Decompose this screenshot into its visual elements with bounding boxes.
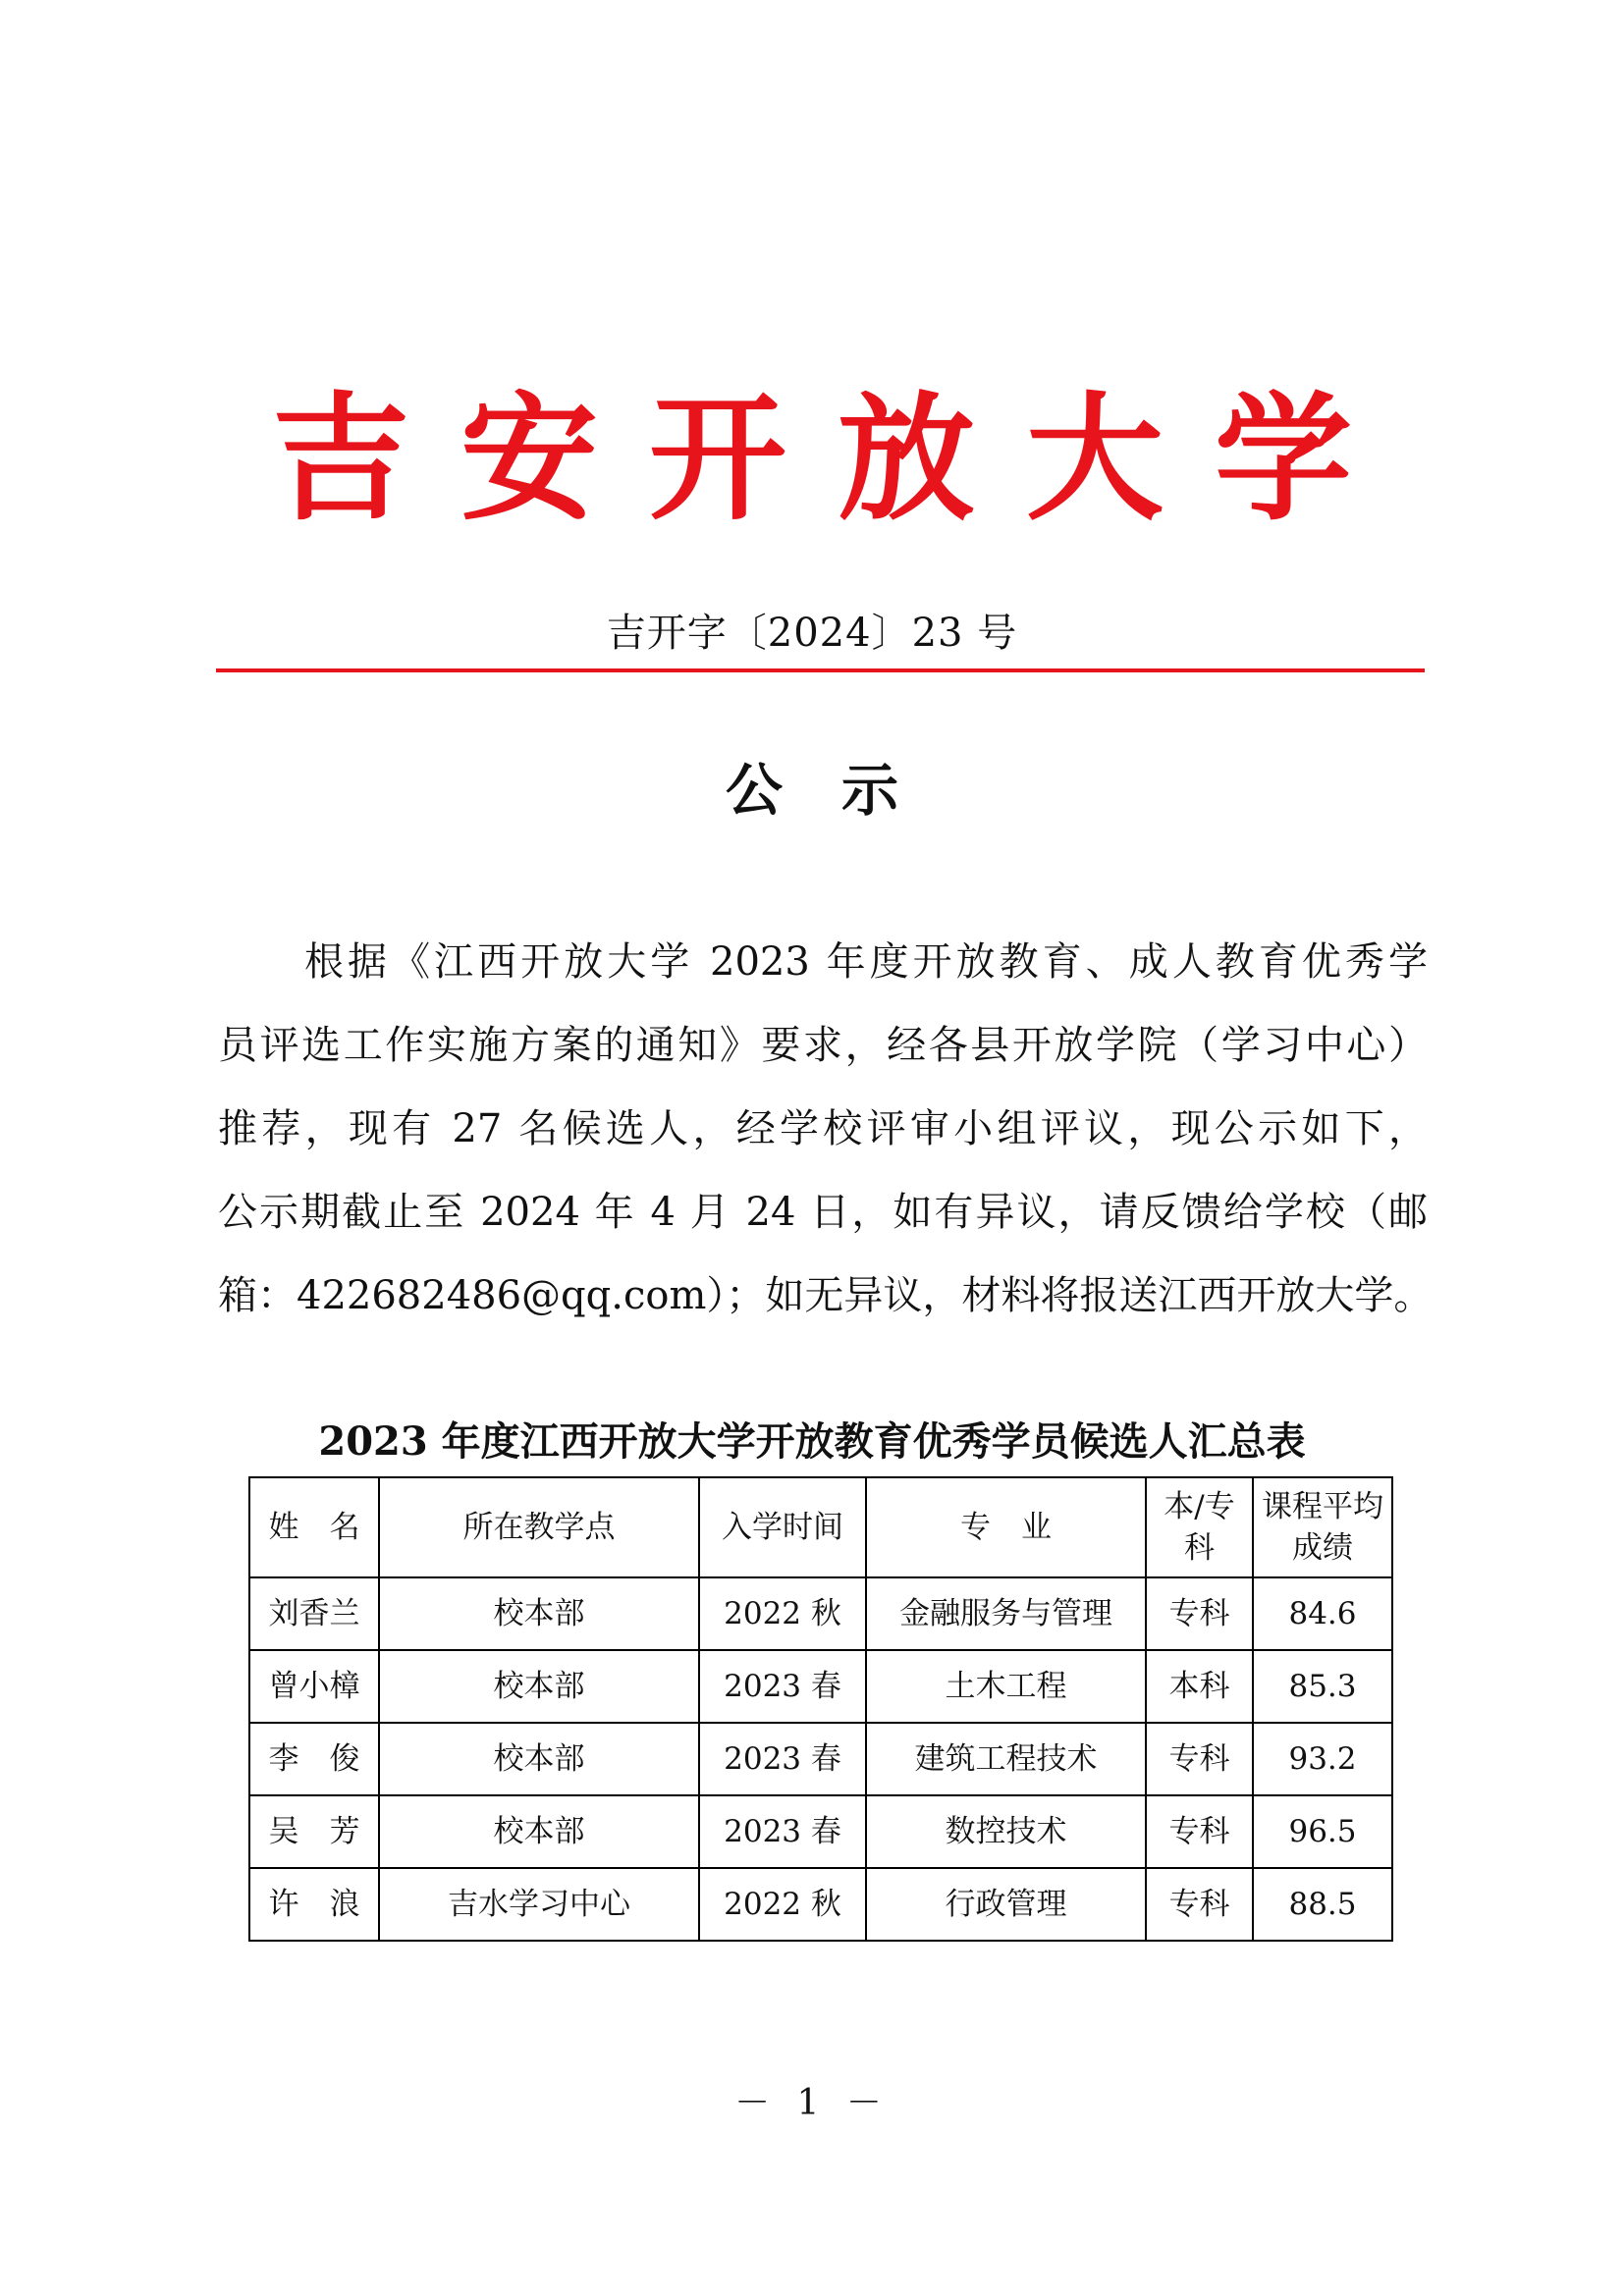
cell-name: 李 俊 [249, 1723, 379, 1795]
header-name: 姓 名 [249, 1477, 379, 1577]
table-row [249, 1650, 1392, 1723]
cell-location: 校本部 [379, 1577, 699, 1650]
cell-major: 数控技术 [866, 1795, 1146, 1868]
header-enrollment-time: 入学时间 [699, 1477, 866, 1577]
notice-body-line: 根据《江西开放大学 2023 年度开放教育、成人教育优秀学 [304, 939, 1428, 985]
cell-location: 吉水学习中心 [379, 1868, 699, 1941]
cell-enrollment-time: 2022 秋 [699, 1577, 866, 1650]
notice-body [218, 921, 1434, 1338]
cell-enrollment-time: 2023 春 [699, 1650, 866, 1723]
header-degree-level: 本/专科 [1146, 1477, 1253, 1577]
cell-name: 许 浪 [249, 1868, 379, 1941]
notice-title: 公示 [725, 757, 957, 824]
cell-average-score: 85.3 [1253, 1650, 1392, 1723]
cell-location: 校本部 [379, 1650, 699, 1723]
header-major: 专 业 [866, 1477, 1146, 1577]
table-title: 2023 年度江西开放大学开放教育优秀学员候选人汇总表 [318, 1418, 1306, 1465]
cell-enrollment-time: 2023 春 [699, 1723, 866, 1795]
cell-major: 行政管理 [866, 1868, 1146, 1941]
red-divider-line [216, 668, 1425, 672]
table-row [249, 1795, 1392, 1868]
table-header-row [249, 1477, 1392, 1577]
notice-body-line: 箱：422682486@qq.com）；如无异议，材料将报送江西开放大学。 [218, 1273, 1434, 1318]
cell-average-score: 84.6 [1253, 1577, 1392, 1650]
candidates-table [248, 1476, 1393, 1942]
header-average-score: 课程平均成绩 [1253, 1477, 1392, 1577]
cell-name: 曾小樟 [249, 1650, 379, 1723]
table-row [249, 1868, 1392, 1941]
cell-degree-level: 专科 [1146, 1723, 1253, 1795]
cell-average-score: 93.2 [1253, 1723, 1392, 1795]
header-location: 所在教学点 [379, 1477, 699, 1577]
cell-degree-level: 专科 [1146, 1795, 1253, 1868]
cell-major: 金融服务与管理 [866, 1577, 1146, 1650]
cell-major: 建筑工程技术 [866, 1723, 1146, 1795]
cell-enrollment-time: 2022 秋 [699, 1868, 866, 1941]
table-row [249, 1723, 1392, 1795]
notice-body-line: 员评选工作实施方案的通知》要求，经各县开放学院（学习中心） [218, 1023, 1428, 1068]
page-number: － 1 － [734, 2083, 890, 2123]
cell-enrollment-time: 2023 春 [699, 1795, 866, 1868]
cell-name: 吴 芳 [249, 1795, 379, 1868]
cell-major: 土木工程 [866, 1650, 1146, 1723]
cell-average-score: 96.5 [1253, 1795, 1392, 1868]
cell-degree-level: 专科 [1146, 1868, 1253, 1941]
cell-location: 校本部 [379, 1795, 699, 1868]
masthead-title: 吉安开放大学 [271, 379, 1403, 540]
cell-degree-level: 专科 [1146, 1577, 1253, 1650]
document-number: 吉开字〔2024〕23 号 [606, 611, 1018, 656]
cell-name: 刘香兰 [249, 1577, 379, 1650]
cell-location: 校本部 [379, 1723, 699, 1795]
table-row [249, 1577, 1392, 1650]
notice-body-line: 推荐，现有 27 名候选人，经学校评审小组评议，现公示如下， [218, 1106, 1428, 1151]
notice-body-line: 公示期截止至 2024 年 4 月 24 日，如有异议，请反馈给学校（邮 [218, 1190, 1428, 1235]
cell-degree-level: 本科 [1146, 1650, 1253, 1723]
cell-average-score: 88.5 [1253, 1868, 1392, 1941]
